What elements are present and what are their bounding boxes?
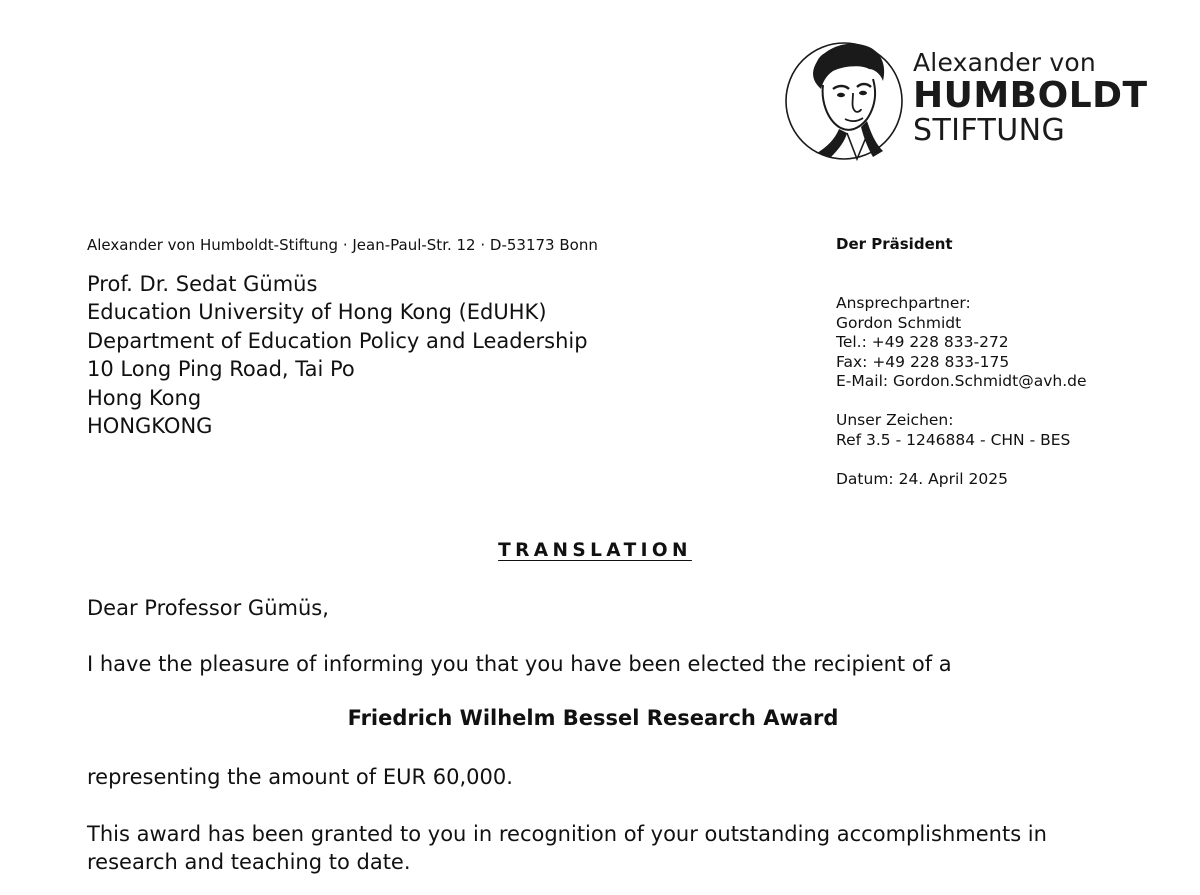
paragraph-amount: representing the amount of EUR 60,000. xyxy=(87,765,513,789)
logo-line-1: Alexander von xyxy=(913,48,1096,77)
contact-name: Gordon Schmidt xyxy=(836,313,962,332)
recipient-name: Prof. Dr. Sedat Gümüs xyxy=(87,272,318,296)
reference-number: Ref 3.5 - 1246884 - CHN - BES xyxy=(836,430,1071,449)
contact-label: Ansprechpartner: xyxy=(836,294,971,312)
recipient-city: Hong Kong xyxy=(87,385,202,410)
reference-label: Unser Zeichen: xyxy=(836,411,954,429)
contact-fax: Fax: +49 228 833-175 xyxy=(836,352,1010,371)
recipient-country: HONGKONG xyxy=(87,414,213,439)
paragraph-recognition: This award has been granted to you in recognition of your outstanding accomplishments in research and teaching to date. xyxy=(87,822,1047,874)
translation-heading: TRANSLATION xyxy=(498,540,692,561)
humboldt-wordmark xyxy=(913,50,1148,146)
contact-email: E-Mail: Gordon.Schmidt@avh.de xyxy=(836,372,1087,390)
award-title: Friedrich Wilhelm Bessel Research Award xyxy=(347,706,839,730)
president-label: Der Präsident xyxy=(836,235,953,253)
logo-line-3: STIFTUNG xyxy=(913,113,1066,148)
logo-line-2: HUMBOLDT xyxy=(913,75,1148,116)
letter-date: Datum: 24. April 2025 xyxy=(836,469,1008,488)
humboldt-portrait-logo-icon xyxy=(783,35,905,163)
recipient-institution: Education University of Hong Kong (EdUHK) xyxy=(87,300,547,325)
contact-info-block xyxy=(836,294,1087,489)
paragraph-announcement: I have the pleasure of informing you that you have been elected the recipient of a xyxy=(87,652,952,676)
contact-phone: Tel.: +49 228 833-272 xyxy=(836,333,1009,351)
sender-address-line: Alexander von Humboldt-Stiftung · Jean-Paul-Str. 12 · D-53173 Bonn xyxy=(87,236,598,254)
recipient-department: Department of Education Policy and Leadership xyxy=(87,328,588,353)
recipient-street: 10 Long Ping Road, Tai Po xyxy=(87,357,355,382)
salutation: Dear Professor Gümüs, xyxy=(87,596,329,620)
recipient-address xyxy=(87,270,588,440)
